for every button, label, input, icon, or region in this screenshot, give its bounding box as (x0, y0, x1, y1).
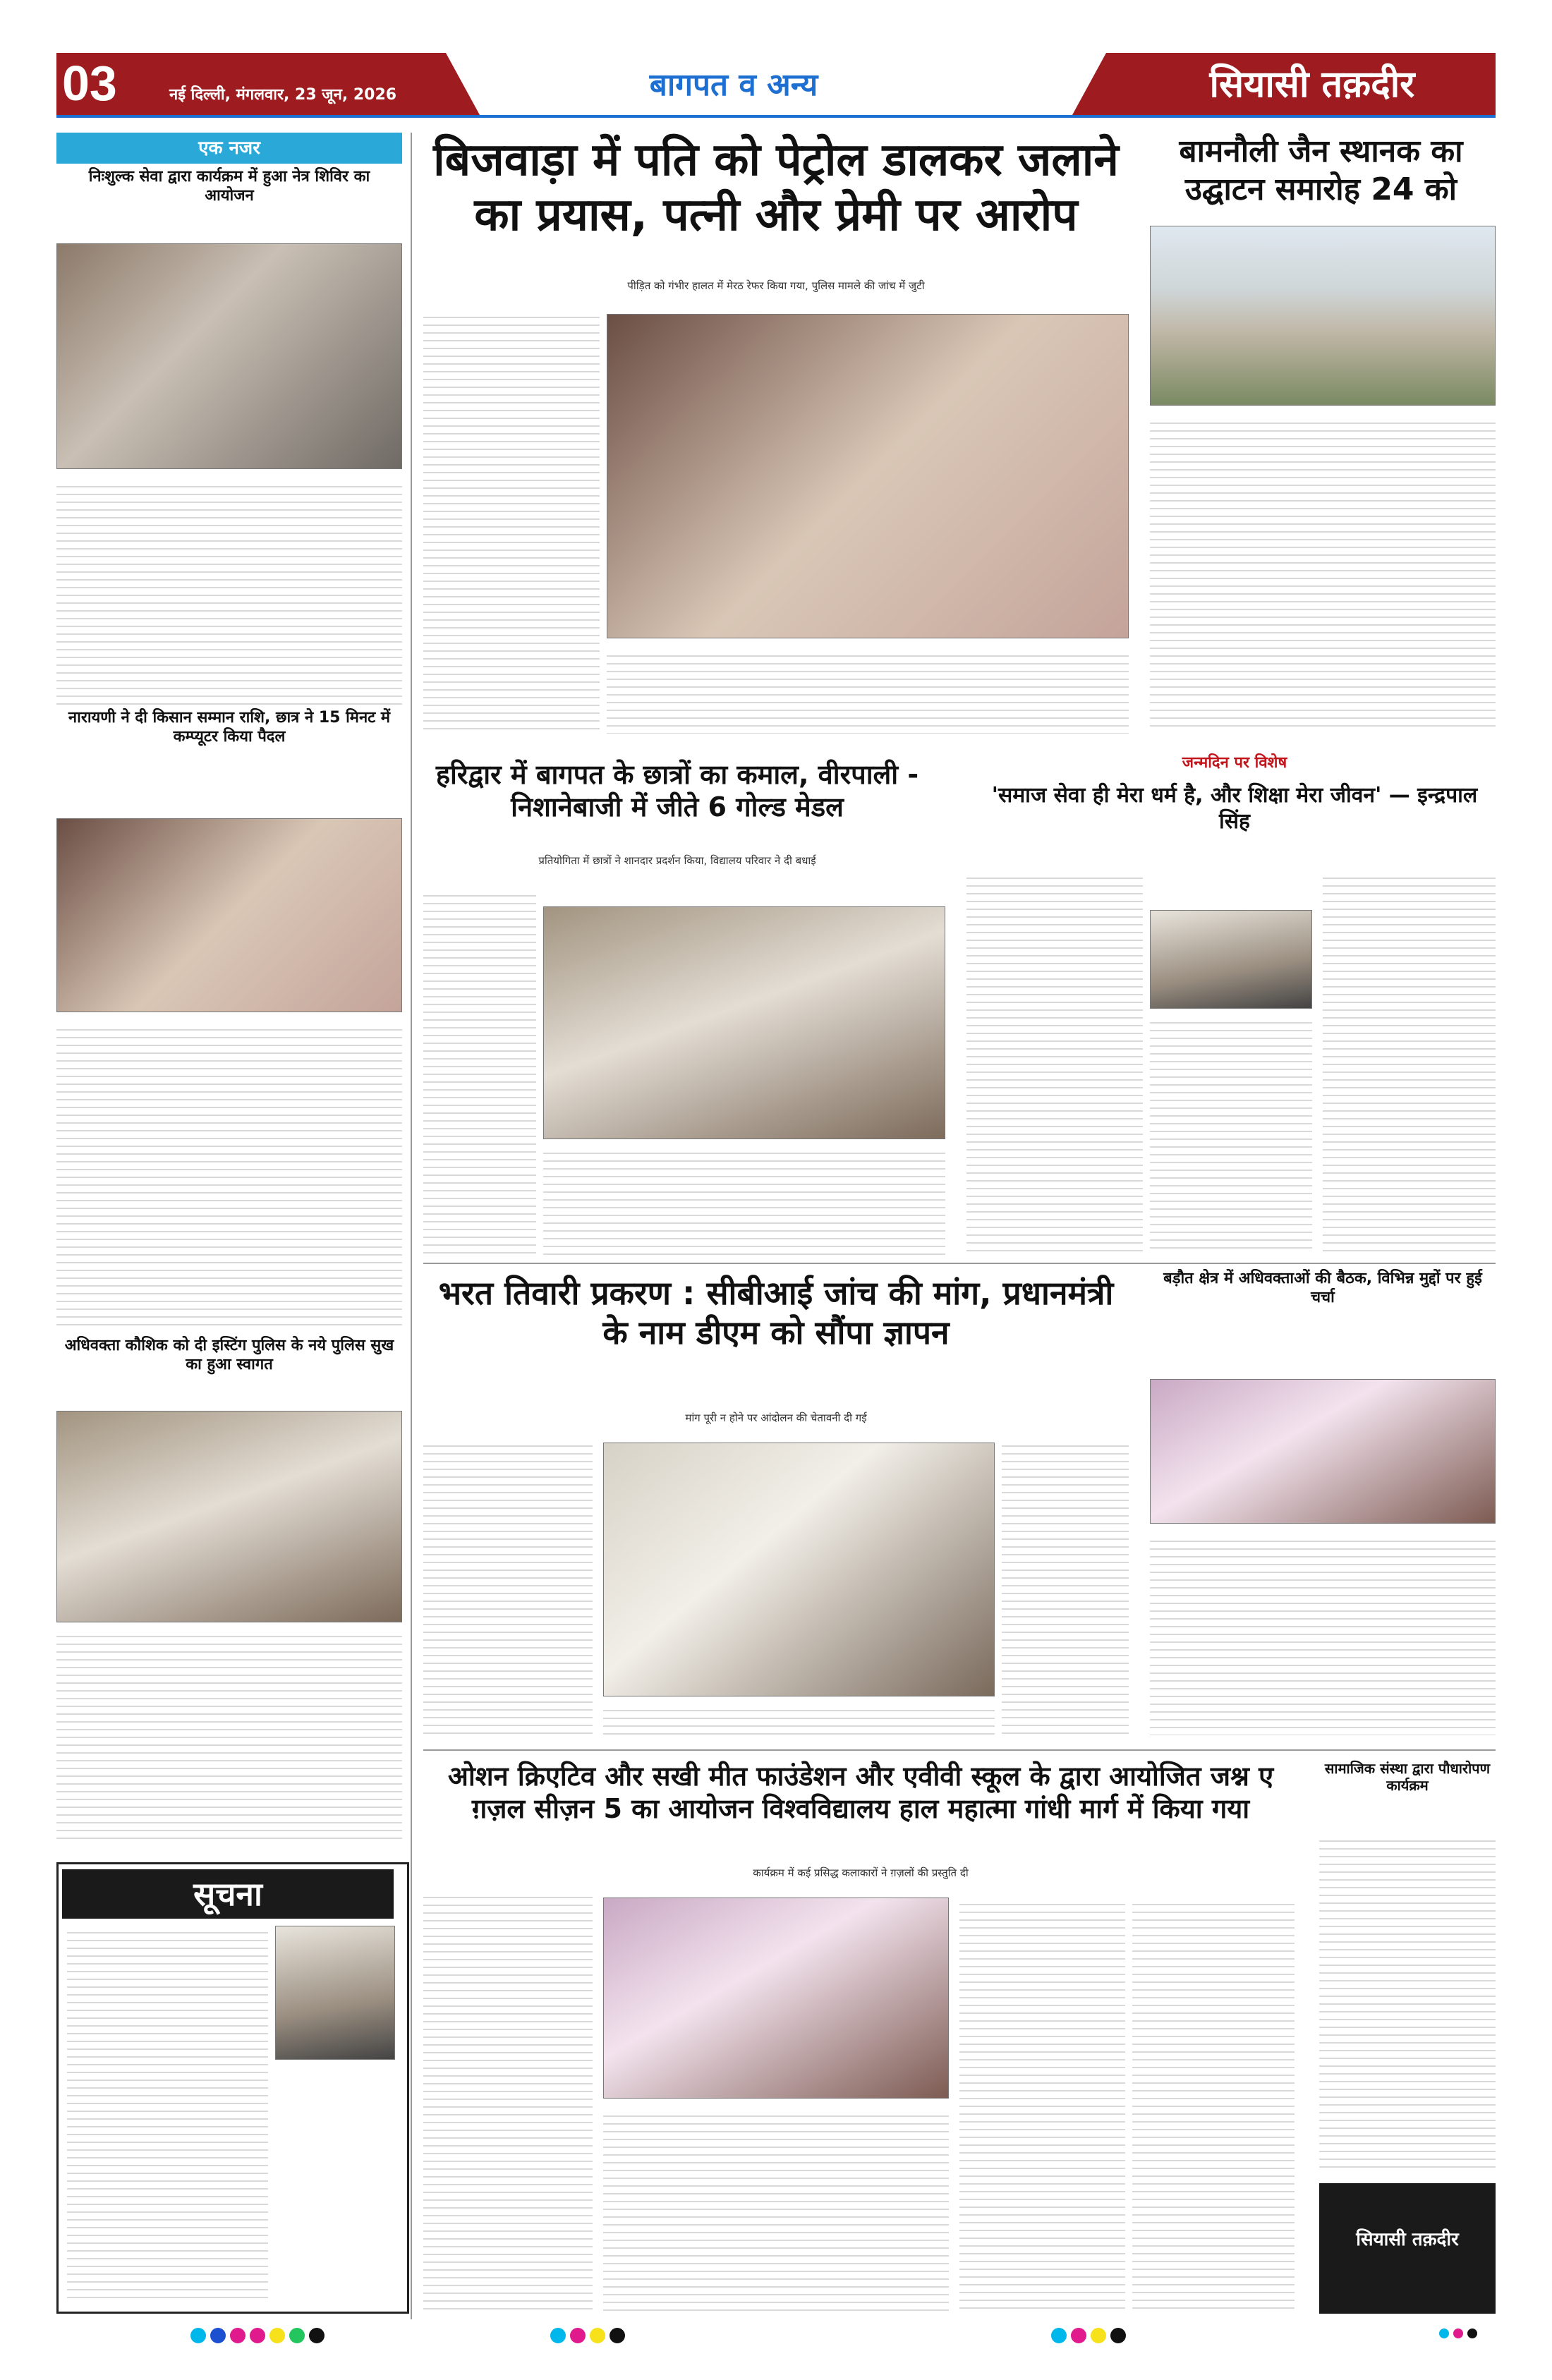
bottom-body-right1 (959, 1898, 1125, 2314)
main-photo (607, 314, 1129, 638)
main-subhead: पीड़ित को गंभीर हालत में मेरठ रेफर किया गया, पुलिस मामले की जांच में जुटी (627, 279, 925, 292)
brand-name: सियासी तक़दीर (1209, 63, 1415, 106)
ek-nazar-label: एक नजर (56, 133, 402, 164)
birthday-body-left (966, 871, 1143, 1252)
right1-body (1150, 416, 1496, 727)
suchana-photo (275, 1926, 395, 2060)
middle-subhead: प्रतियोगिता में छात्रों ने शानदार प्रदर्शन किया, विद्यालय परिवार ने दी बधाई (538, 854, 816, 867)
brief3-photo (56, 1411, 402, 1622)
brief3-body (56, 1629, 402, 1841)
bottom-headline: ओशन क्रिएटिव और सखी मीत फाउंडेशन और एवीवी स्कूल के द्वारा आयोजित जश्न ए ग़ज़ल सीज़न 5 का आयोजन विश्वविद्यालय हाल महात्मा गांधी मार्ग में किया गया (447, 1761, 1274, 1825)
bottom-subhead: कार्यक्रम में कई प्रसिद्ध कलाकारों ने ग़ज़लों की प्रस्तुति दी (753, 1866, 969, 1879)
birthday-headline: 'समाज सेवा ही मेरा धर्म है, और शिक्षा मेरा जीवन' — इन्द्रपाल सिंह (991, 783, 1478, 834)
bottom-body-left (423, 1890, 593, 2314)
dateline: नई दिल्ली, मंगलवार, 23 जून, 2026 (169, 86, 397, 104)
middle-headline: हरिद्वार में बागपत के छात्रों का कमाल, वीरपाली - निशानेबाजी में जीते 6 गोल्ड मेडल (435, 759, 919, 823)
birthday-label: जन्मदिन पर विशेष (1182, 754, 1287, 772)
brief1-body (56, 480, 402, 705)
color-registration-mid (550, 2328, 629, 2346)
bottom-photo (603, 1898, 949, 2099)
birthday-photo (1150, 910, 1312, 1009)
color-registration-corner (1439, 2328, 1481, 2341)
bharat-body-left (423, 1439, 593, 1735)
middle-body-bottom (543, 1146, 945, 1256)
birthday-body-right (1323, 871, 1496, 1252)
brief2-headline: नारायणी ने दी किसान सम्मान राशि, छात्र ने 15 मिनट में कम्प्यूटर किया पैदल (68, 709, 391, 746)
middle-body-left (423, 889, 536, 1256)
brief1-headline: निःशुल्क सेवा द्वारा कार्यक्रम में हुआ नेत्र शिविर का आयोजन (88, 168, 370, 205)
lower-rule (423, 1749, 1496, 1751)
right2-headline: बड़ौत क्षेत्र में अधिवक्ताओं की बैठक, विभिन्न मुद्दों पर हुई चर्चा (1163, 1270, 1482, 1306)
bharat-subhead: मांग पूरी न होने पर आंदोलन की चेतावनी दी गई (685, 1411, 867, 1424)
bharat-body-bottom (603, 1704, 995, 1735)
bharat-body-right (1002, 1439, 1129, 1735)
brief2-photo (56, 818, 402, 1012)
main-body-bottom (607, 649, 1129, 734)
page-number: 03 (62, 56, 117, 111)
brief3-headline: अधिवक्ता कौशिक को दी इस्टिंग पुलिस के नये पुलिस सुख का हुआ स्वागत (64, 1337, 394, 1373)
brief2-body (56, 1023, 402, 1326)
color-registration-left (190, 2328, 329, 2346)
bharat-headline: भरत तिवारी प्रकरण : सीबीआई जांच की मांग, प्रधानमंत्री के नाम डीएम को सौंपा ज्ञापन (438, 1274, 1114, 1352)
suchana-body (67, 1926, 268, 2300)
middle-photo (543, 906, 945, 1139)
brief1-photo (56, 243, 402, 469)
right2-photo (1150, 1379, 1496, 1524)
bottom-right-body (1319, 1834, 1496, 2173)
right1-headline: बामनौली जैन स्थानक का उद्घाटन समारोह 24 को (1179, 133, 1463, 207)
header-rule (56, 115, 1496, 118)
color-registration-right (1051, 2328, 1130, 2346)
bharat-photo (603, 1443, 995, 1696)
bottom-body-right2 (1132, 1898, 1295, 2314)
right1-photo (1150, 226, 1496, 406)
main-headline: बिजवाड़ा में पति को पेट्रोल डालकर जलाने का प्रयास, पत्नी और प्रेमी पर आरोप (433, 134, 1119, 242)
main-body-left (423, 310, 600, 734)
birthday-body-mid (1150, 1016, 1312, 1252)
mid-rule (423, 1263, 1496, 1264)
bottom-right-headline: सामाजिक संस्था द्वारा पौधारोपण कार्यक्रम (1324, 1760, 1491, 1795)
left-divider (411, 133, 412, 2319)
bottom-right-ad (1319, 2183, 1496, 2314)
right2-body (1150, 1534, 1496, 1735)
section-title: बागपत व अन्य (649, 67, 818, 103)
suchana-label: सूचना (62, 1869, 394, 1919)
bottom-body-mid (603, 2109, 949, 2314)
bottom-right-ad-text: सियासी तक़दीर (1356, 2229, 1459, 2250)
